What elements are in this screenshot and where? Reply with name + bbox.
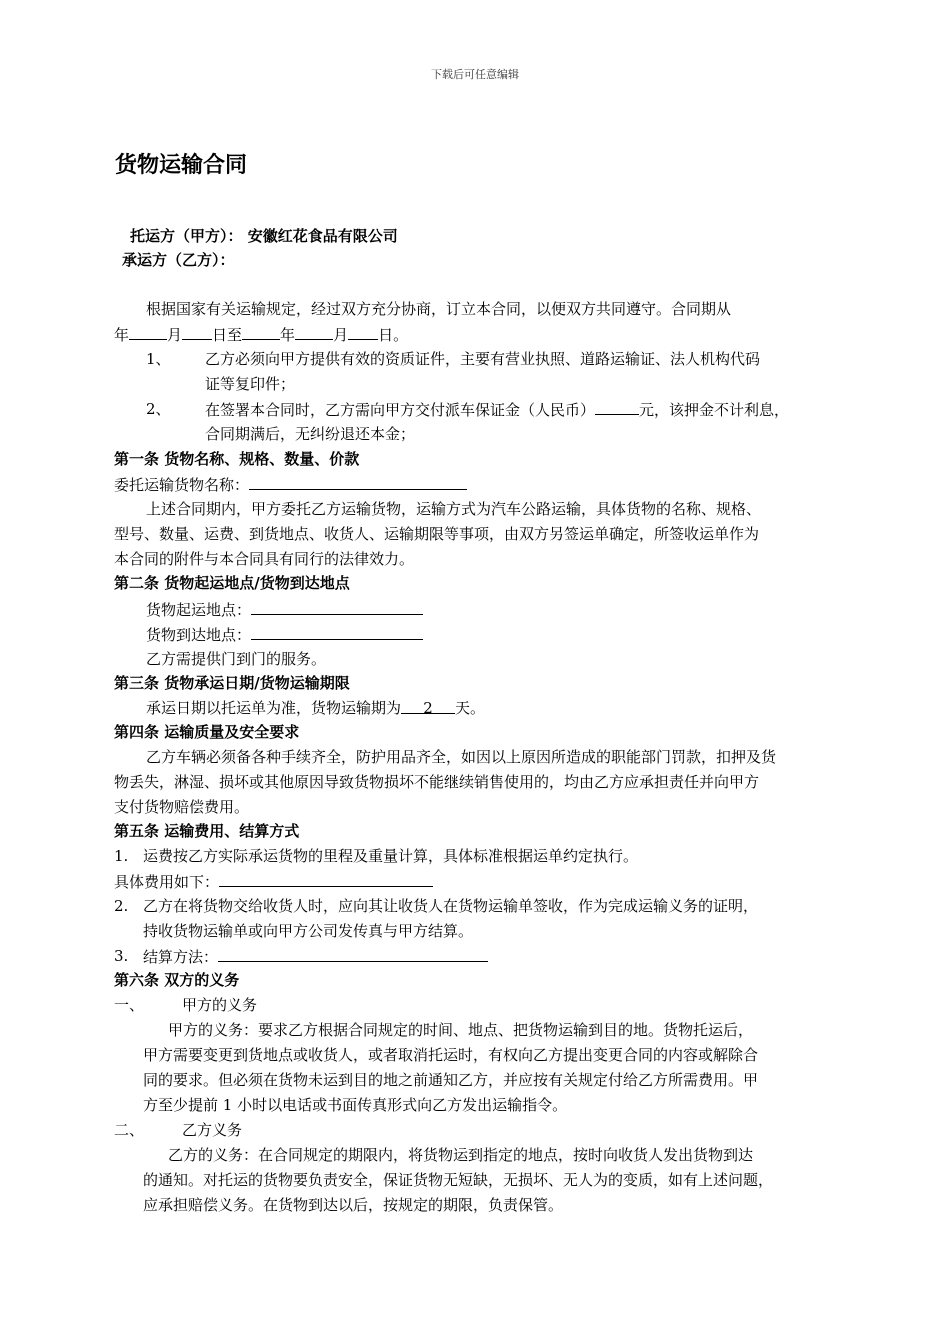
article-1-para-line-2: 型号、数量、运费、到货地点、收货人、运输期限等事项，由双方另签运单确定，所签收运单作为 [114, 525, 760, 543]
section-1-para-line-1: 甲方的义务：要求乙方根据合同规定的时间、地点、把货物运输到目的地。货物托运后， [168, 1021, 754, 1039]
carrier-label: 承运方（乙方）： [122, 251, 235, 269]
transport-period-line [146, 696, 485, 720]
transport-period-text: 承运日期以托运单为准，货物运输期为 [146, 699, 402, 717]
year-label: 年 [114, 326, 130, 344]
fee-label: 具体费用如下： [114, 873, 220, 891]
article-1-para-line-1: 上述合同期内，甲方委托乙方运输货物，运输方式为汽车公路运输，具体货物的名称、规格、 [146, 500, 762, 518]
month-label-2: 月 [333, 326, 349, 344]
intro-item-2-line-1 [205, 397, 789, 422]
article-5-item-2-line-2: 持收货物运输单或向甲方公司发传真与甲方结算。 [143, 922, 474, 940]
section-2-title: 乙方义务 [182, 1121, 243, 1139]
destination-line [146, 622, 423, 647]
section-1-para-line-2: 甲方需要变更到货地点或收货人，或者取消托运时，有权向乙方提出变更合同的内容或解除合 [143, 1046, 759, 1064]
goods-name-line [114, 472, 467, 497]
article-6-heading: 第六条 双方的义务 [114, 971, 240, 989]
section-2-para-line-3: 应承担赔偿义务。在货物到达以后，按规定的期限，负责保管。 [143, 1196, 564, 1214]
year-label-2: 年 [280, 326, 296, 344]
days-unit: 天。 [455, 699, 486, 717]
shipper-label: 托运方（甲方）： [130, 227, 243, 245]
intro-line-1: 根据国家有关运输规定，经过双方充分协商，订立本合同，以便双方共同遵守。合同期从 [146, 300, 732, 318]
fee-line [114, 869, 433, 894]
article-5-item-2-num: 2. [114, 897, 129, 915]
article-5-item-1-text: 运费按乙方实际承运货物的里程及重量计算，具体标准根据运单约定执行。 [143, 847, 639, 865]
section-1-num: 一、 [114, 996, 145, 1014]
day-to-label: 日至 [212, 326, 243, 344]
origin-label: 货物起运地点： [146, 601, 252, 619]
intro-item-2-line-2: 合同期满后，无纠纷退还本金； [205, 425, 416, 443]
origin-line [146, 597, 423, 622]
intro-item-2-num: 2、 [146, 400, 171, 418]
settlement-label: 结算方法： [143, 948, 219, 966]
deposit-text: 在签署本合同时，乙方需向甲方交付派车保证金（人民币） [205, 401, 596, 419]
goods-name-blank[interactable] [249, 472, 467, 490]
end-day-blank[interactable] [348, 322, 378, 340]
door-to-door-text: 乙方需提供门到门的服务。 [146, 650, 327, 668]
end-year-blank[interactable] [242, 322, 280, 340]
article-1-heading: 第一条 货物名称、规格、数量、价款 [114, 450, 360, 468]
month-label: 月 [167, 326, 183, 344]
article-5-item-2-line-1: 乙方在将货物交给收货人时，应向其让收货人在货物运输单签收，作为完成运输义务的证明， [143, 897, 759, 915]
section-2-para-line-1: 乙方的义务：在合同规定的期限内，将货物运到指定的地点，按时向收货人发出货物到达 [168, 1146, 754, 1164]
section-1-para-line-4: 方至少提前 1 小时以电话或书面传真形式向乙方发出运输指令。 [143, 1096, 568, 1114]
intro-item-1-line-1: 乙方必须向甲方提供有效的资质证件，主要有营业执照、道路运输证、法人机构代码 [205, 350, 761, 368]
intro-item-1-line-2: 证等复印件； [205, 375, 296, 393]
end-month-blank[interactable] [295, 322, 333, 340]
settlement-line [143, 944, 488, 969]
start-month-blank[interactable] [129, 322, 167, 340]
article-4-para-line-3: 支付货物赔偿费用。 [114, 798, 250, 816]
shipper-name: 安徽红花食品有限公司 [247, 227, 398, 245]
article-4-para-line-2: 物丢失，淋湿、损坏或其他原因导致货物损坏不能继续销售使用的，均由乙方应承担责任并向甲方 [114, 773, 760, 791]
destination-blank[interactable] [251, 622, 423, 640]
article-4-para-line-1: 乙方车辆必须备各种手续齐全，防护用品齐全，如因以上原因所造成的职能部门罚款，扣押及货 [146, 748, 777, 766]
article-5-heading: 第五条 运输费用、结算方式 [114, 822, 300, 840]
settlement-blank[interactable] [218, 944, 488, 962]
deposit-text-2: 元，该押金不计利息， [639, 401, 790, 419]
page-header: 下载后可任意编辑 [431, 68, 519, 81]
goods-name-label: 委托运输货物名称： [114, 476, 250, 494]
start-day-blank[interactable] [182, 322, 212, 340]
intro-line-2 [114, 322, 408, 347]
article-1-para-line-3: 本合同的附件与本合同具有同行的法律效力。 [114, 550, 415, 568]
article-5-item-1-num: 1. [114, 847, 129, 865]
destination-label: 货物到达地点： [146, 626, 252, 644]
section-1-para-line-3: 同的要求。但必须在货物未运到目的地之前通知乙方，并应按有关规定付给乙方所需费用。甲 [143, 1071, 759, 1089]
deposit-amount-blank[interactable] [595, 397, 639, 415]
origin-blank[interactable] [251, 597, 423, 615]
shipper-line [130, 224, 398, 248]
fee-blank[interactable] [219, 869, 433, 887]
intro-item-1-num: 1、 [146, 350, 171, 368]
article-4-heading: 第四条 运输质量及安全要求 [114, 723, 300, 741]
section-1-title: 甲方的义务 [182, 996, 258, 1014]
day-label: 日。 [378, 326, 409, 344]
section-2-num: 二、 [114, 1121, 145, 1139]
page-title: 货物运输合同 [115, 153, 248, 178]
section-2-para-line-2: 的通知。对托运的货物要负责安全，保证货物无短缺，无损坏、无人为的变质，如有上述问题， [143, 1171, 774, 1189]
transport-days-value[interactable]: 2 [401, 696, 455, 714]
article-2-heading: 第二条 货物起运地点/货物到达地点 [114, 574, 350, 592]
article-5-item-3-num: 3. [114, 947, 129, 965]
article-3-heading: 第三条 货物承运日期/货物运输期限 [114, 674, 350, 692]
